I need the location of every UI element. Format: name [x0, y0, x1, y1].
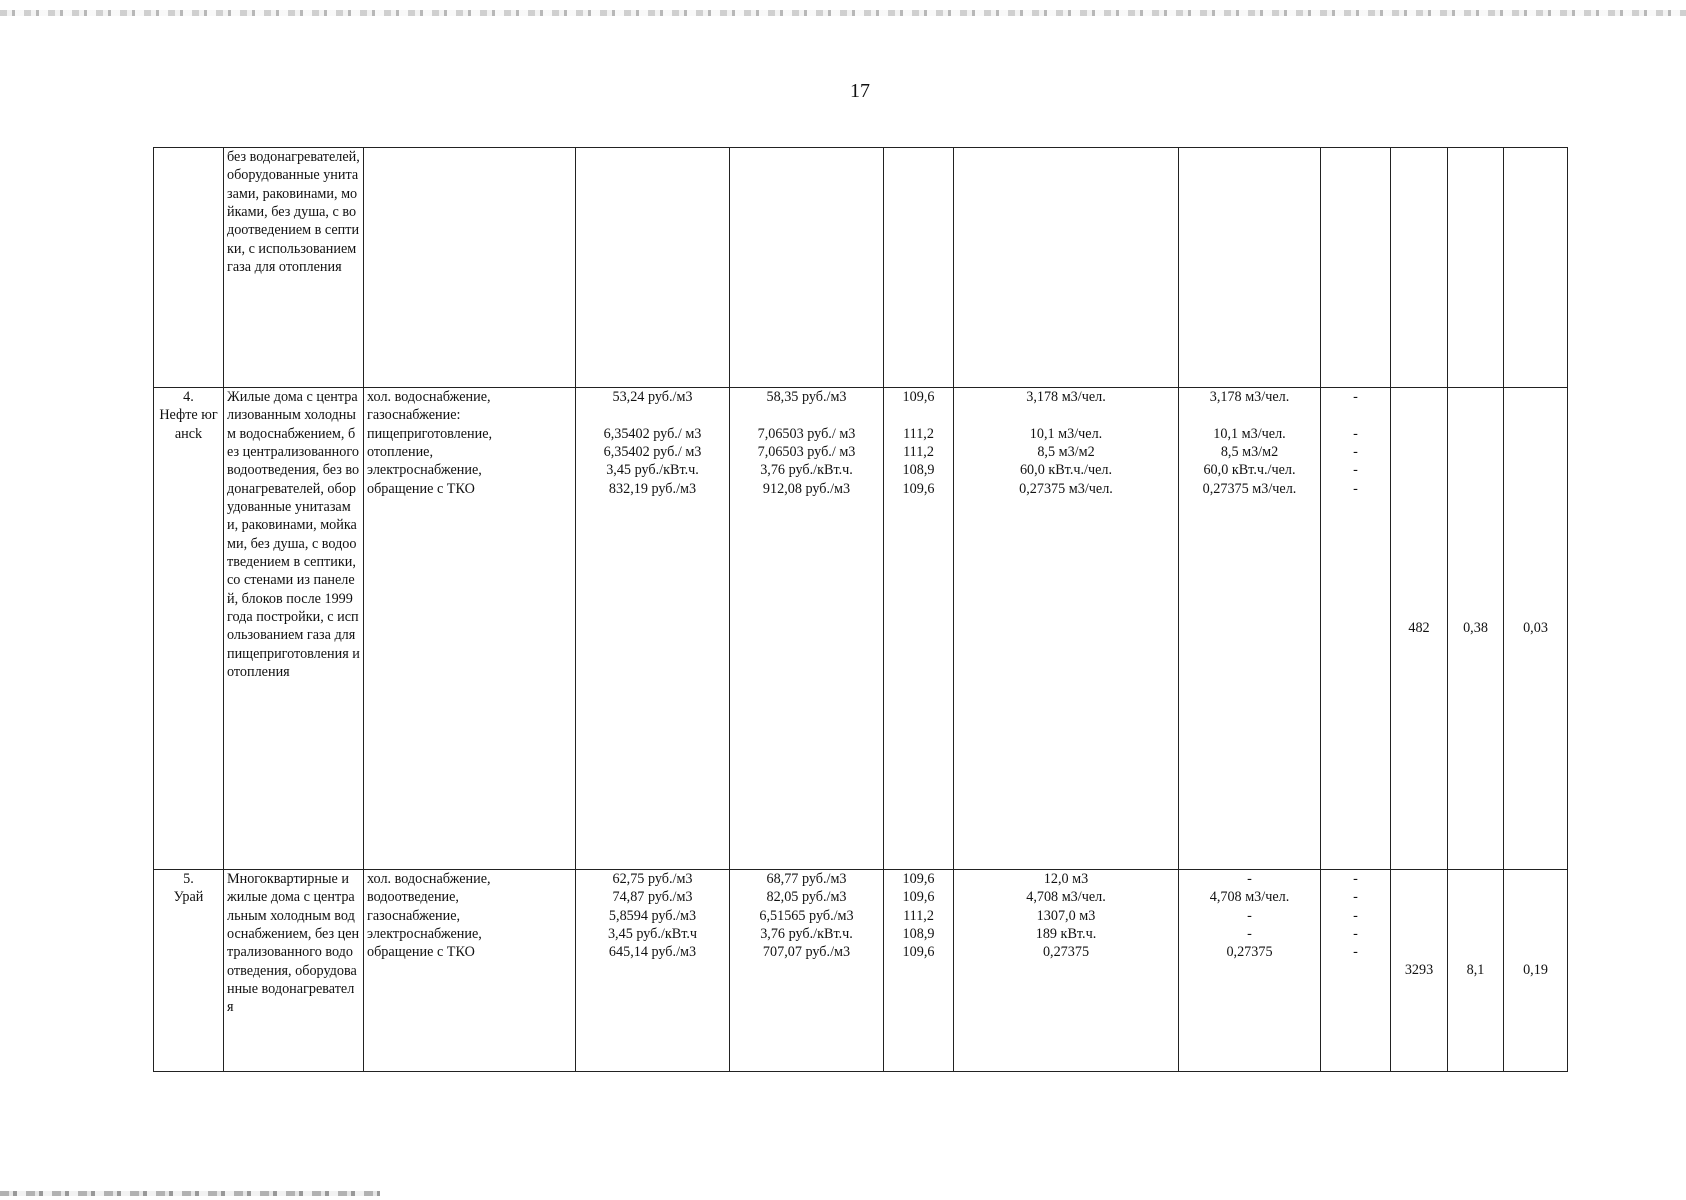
table-row	[154, 870, 1568, 1072]
norm-new	[1179, 148, 1321, 388]
share1-cell	[1448, 148, 1504, 388]
dash-column	[1321, 148, 1391, 388]
share2-cell: 0,19	[1504, 870, 1568, 1072]
services-list: хол. водоснабжение, газоснабжение: пищеприготовление, отопление, электроснабжение, обращение с ТКО	[364, 388, 576, 870]
tariff-index	[884, 148, 954, 388]
services-list: хол. водоснабжение, водоотведение, газоснабжение, электроснабжение, обращение с ТКО	[364, 870, 576, 1072]
tariff-index: 109,6 109,6 111,2 108,9 109,6	[884, 870, 954, 1072]
norm-new: - 4,708 м3/чел. - - 0,27375	[1179, 870, 1321, 1072]
housing-description: Многоквартирные и жилые дома с центральным холодным водоснабжением, без централизованного водоотведения, оборудованные водонагревателя	[224, 870, 364, 1072]
tariff-table	[153, 147, 1568, 1072]
tariff-previous	[576, 148, 730, 388]
tariff-index: 109,6 111,2 111,2 108,9 109,6	[884, 388, 954, 870]
dash-column: - - - - -	[1321, 870, 1391, 1072]
page-number: 17	[850, 80, 870, 102]
share1-cell: 8,1	[1448, 870, 1504, 1072]
norm-previous: 3,178 м3/чел. 10,1 м3/чел. 8,5 м3/м2 60,0 кВт.ч./чел. 0,27375 м3/чел.	[954, 388, 1179, 870]
norm-new: 3,178 м3/чел. 10,1 м3/чел. 8,5 м3/м2 60,0 кВт.ч./чел. 0,27375 м3/чел.	[1179, 388, 1321, 870]
services-list	[364, 148, 576, 388]
count-cell: 3293	[1391, 870, 1448, 1072]
scan-noise-top	[0, 10, 1686, 16]
count-cell	[1391, 148, 1448, 388]
row-number: 4.	[183, 389, 194, 405]
scan-noise-bottom	[0, 1191, 380, 1196]
municipality-name: Урай	[173, 889, 204, 906]
tariff-new	[730, 148, 884, 388]
norm-previous	[954, 148, 1179, 388]
table-row	[154, 388, 1568, 870]
table-row	[154, 148, 1568, 388]
housing-description: Жилые дома с централизованным холодным водоснабжением, без централизованного водоотведения, без водонагревателей, оборудованные унитазами, раковинами, мойками, без душа, с водоотведением в септики, со стенами из панелей, блоков после 1999 года постройки, с использованием газа для пищеприготовления и отопления	[224, 388, 364, 870]
municipality-name: Нефте югансk	[159, 407, 218, 442]
tariff-previous: 62,75 руб./м3 74,87 руб./м3 5,8594 руб./м3 3,45 руб./кВт.ч 645,14 руб./м3	[576, 870, 730, 1072]
norm-previous: 12,0 м3 4,708 м3/чел. 1307,0 м3 189 кВт.ч. 0,27375	[954, 870, 1179, 1072]
housing-description: без водонагревателей, оборудованные унитазами, раковинами, мойками, без душа, с водоотведением в септики, с использованием газа для отопления	[224, 148, 364, 388]
share2-cell: 0,03	[1504, 388, 1568, 870]
row-number: 5.	[183, 871, 194, 887]
row-number	[154, 148, 224, 388]
tariff-previous: 53,24 руб./м3 6,35402 руб./ м3 6,35402 руб./ м3 3,45 руб./кВт.ч. 832,19 руб./м3	[576, 388, 730, 870]
share2-cell	[1504, 148, 1568, 388]
dash-column: - - - - -	[1321, 388, 1391, 870]
tariff-new: 68,77 руб./м3 82,05 руб./м3 6,51565 руб./м3 3,76 руб./кВт.ч. 707,07 руб./м3	[730, 870, 884, 1072]
share1-cell: 0,38	[1448, 388, 1504, 870]
tariff-new: 58,35 руб./м3 7,06503 руб./ м3 7,06503 руб./ м3 3,76 руб./кВт.ч. 912,08 руб./м3	[730, 388, 884, 870]
count-cell: 482	[1391, 388, 1448, 870]
